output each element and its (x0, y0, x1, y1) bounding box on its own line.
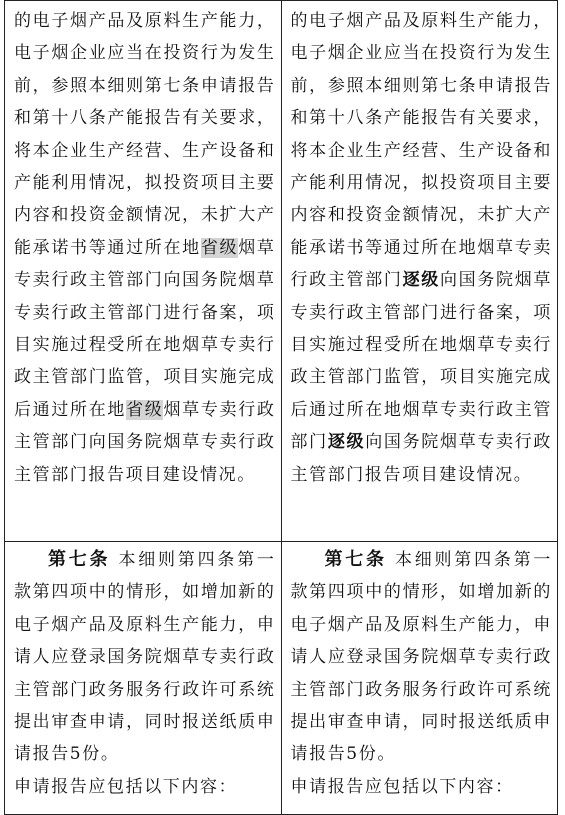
left-paragraph (14, 5, 276, 491)
right-article-subparagraph: 申请报告应包括以下内容： (290, 776, 514, 797)
right-bold-2: 逐级 (327, 432, 366, 453)
right-bold-1: 逐级 (402, 270, 440, 291)
left-article-subparagraph: 申请报告应包括以下内容： (14, 776, 238, 797)
right-paragraph (291, 5, 553, 491)
right-text-part-3: 向国务院烟草专卖行政主管部门报告项目建设情况。 (290, 432, 553, 485)
right-article-paragraph (291, 544, 553, 771)
left-highlight-1: 省级 (200, 237, 239, 258)
right-article-heading: 第七条 (324, 549, 387, 570)
left-article-paragraph (14, 544, 276, 771)
table-row (5, 542, 558, 815)
left-text-part-2: 烟草专卖行政主管部门向国务院烟草专卖行政主管部门进行备案，项目实施过程受所在地烟草专卖行政主管部门监管，项目实施完成后通过所在地 (14, 237, 276, 420)
comparison-table (4, 0, 558, 815)
left-text-part-3: 烟草专卖行政主管部门向国务院烟草专卖行政主管部门报告项目建设情况。 (14, 399, 276, 485)
right-text-part-2: 向国务院烟草专卖行政主管部门进行备案，项目实施过程受所在地烟草专卖行政主管部门监管，项目实施完成后通过所在地烟草专卖行政主管部门 (290, 270, 552, 453)
right-cell-article-7 (281, 542, 558, 815)
right-text-part-1: 的电子烟产品及原料生产能力，电子烟企业应当在投资行为发生前，参照本细则第七条申请报告和第十八条产能报告有关要求，将本企业生产经营、生产设备和产能利用情况，拟投资项目主要内容和投资金额情况，未扩大产能承诺书等通过所在地烟草专卖行政主管部门 (290, 11, 552, 291)
right-cell-continued-text (281, 1, 558, 542)
right-article-text: 本细则第四条第一款第四项中的情形，如增加新的电子烟产品及原料生产能力，申请人应登录国务院烟草专卖行政主管部门政务服务行政许可系统提出审查申请，同时报送纸质申请报告5份。 (290, 550, 552, 765)
left-article-text: 本细则第四条第一款第四项中的情形，如增加新的电子烟产品及原料生产能力，申请人应登录国务院烟草专卖行政主管部门政务服务行政许可系统提出审查申请，同时报送纸质申请报告5份。 (14, 550, 276, 765)
left-highlight-2: 省级 (126, 399, 164, 420)
left-cell-continued-text (5, 1, 282, 542)
left-article-heading: 第七条 (48, 549, 111, 570)
left-cell-article-7 (5, 542, 282, 815)
left-text-part-1: 的电子烟产品及原料生产能力，电子烟企业应当在投资行为发生前，参照本细则第七条申请报告和第十八条产能报告有关要求，将本企业生产经营、生产设备和产能利用情况，拟投资项目主要内容和投资金额情况，未扩大产能承诺书等通过所在地 (14, 11, 276, 258)
table-row (5, 1, 558, 542)
